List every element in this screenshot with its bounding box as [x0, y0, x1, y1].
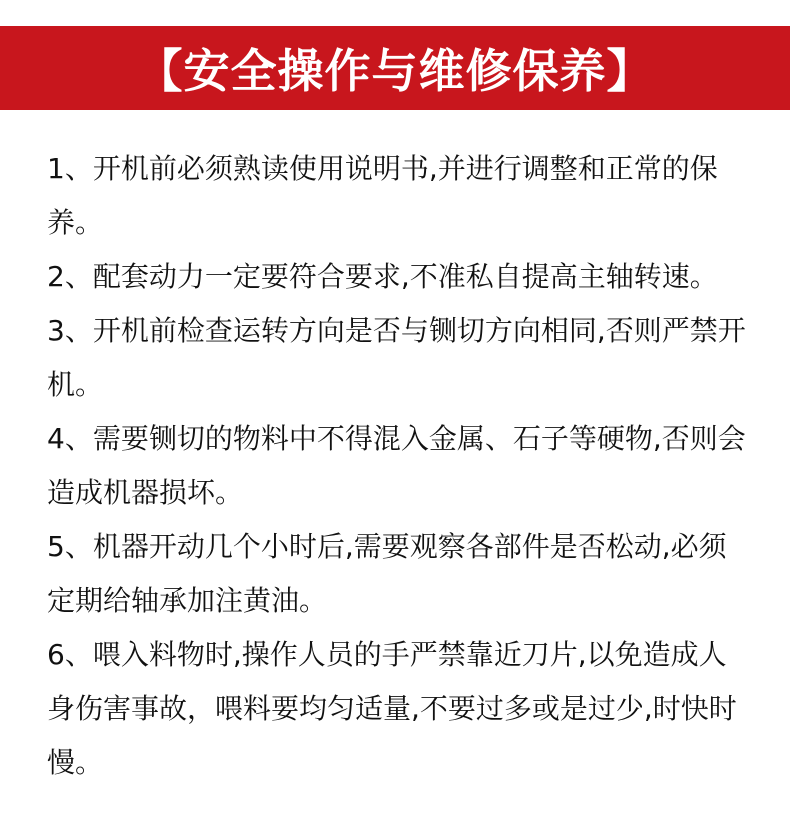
title-banner: [0, 26, 790, 110]
instruction-item-2: 2、配套动力一定要符合要求,不准私自提高主轴转速。: [47, 260, 718, 293]
instruction-list: [47, 142, 752, 790]
instruction-item-4: 4、需要铡切的物料中不得混入金属、石子等硬物,否则会造成机器损坏。: [47, 422, 746, 509]
instruction-item-1: 1、开机前必须熟读使用说明书,并进行调整和正常的保养。: [47, 152, 718, 239]
instruction-item-5: 5、机器开动几个小时后,需要观察各部件是否松动,必须定期给轴承加注黄油。: [47, 530, 727, 617]
instruction-item-3: 3、开机前检查运转方向是否与铡切方向相同,否则严禁开机。: [47, 314, 746, 401]
instruction-item-6: 6、喂入料物时,操作人员的手严禁靠近刀片,以免造成人身伤害事故，喂料要均匀适量,不要过多或是过少,时快时慢。: [47, 638, 737, 779]
page-title: 【安全操作与维修保养】: [136, 44, 654, 98]
